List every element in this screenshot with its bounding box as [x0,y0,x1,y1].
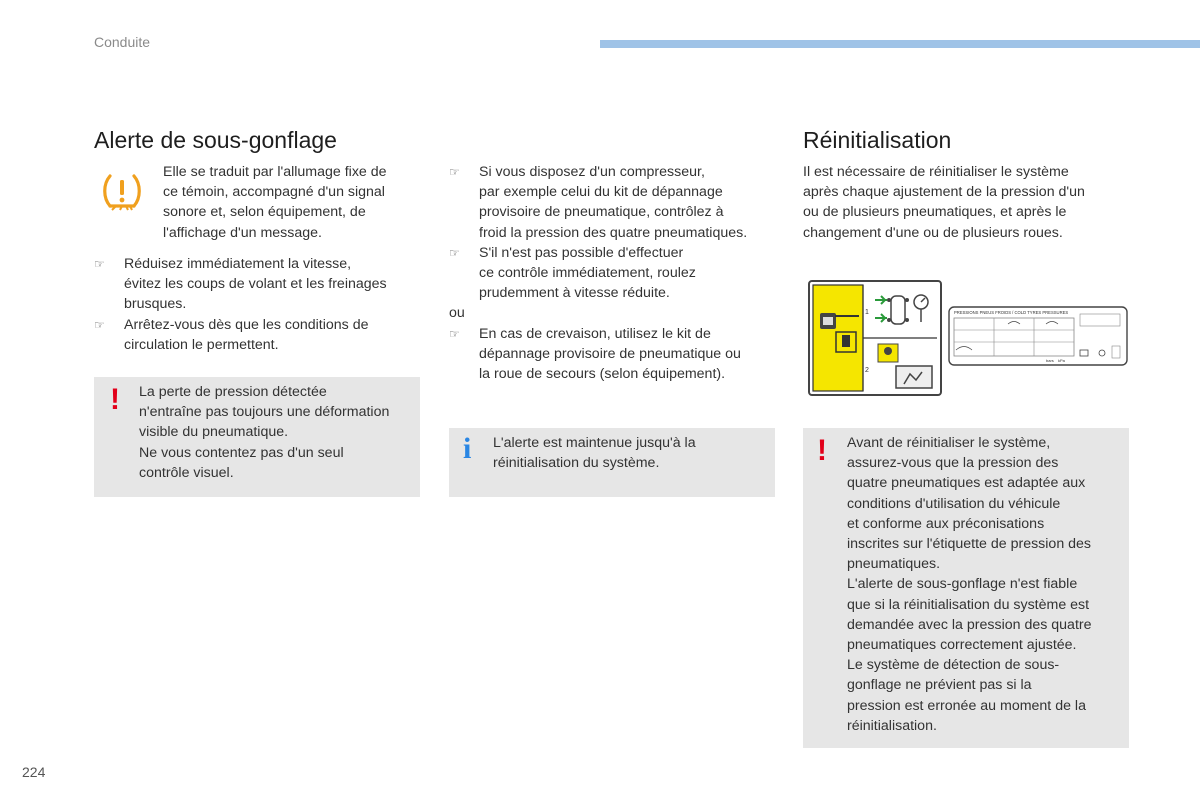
intro-line: Elle se traduit par l'allumage fixe de [163,164,387,180]
bullet-item [94,315,424,355]
left-alert-box [94,377,420,497]
alert-line: que si la réinitialisation du système est [847,596,1090,613]
label-unit: bars [1046,358,1054,363]
step-number: 2 [865,367,869,374]
alert-line: L'alerte de sous-gonflage n'est fiable [847,576,1078,593]
ou-text: ou [449,305,465,322]
alert-line: Avant de réinitialiser le système, [847,435,1051,451]
alert-line: gonflage ne prévient pas si la [847,677,1032,694]
alert-line: pneumatiques. [847,556,941,573]
pointing-hand-icon: ☞ [94,317,105,332]
right-intro [803,162,1143,243]
bullet-item [449,243,779,304]
bullet-line: la roue de secours (selon équipement). [479,366,726,383]
label-unit: kPa [1058,358,1065,363]
bullet-line: ce contrôle immédiatement, roulez [479,265,696,282]
title-alerte: Alerte de sous-gonflage [94,127,337,153]
alert-line: pneumatiques correctement ajustée. [847,637,1077,654]
step-number: 1 [865,309,869,316]
alert-line: Le système de détection de sous- [847,657,1060,674]
alert-line: inscrites sur l'étiquette de pression des [847,536,1092,553]
alert-text [139,382,419,483]
pointing-hand-icon: ☞ [449,245,460,260]
alert-line: quatre pneumatiques est adaptée aux [847,475,1086,492]
left-bullets [94,254,424,355]
header-accent-bar [600,40,1200,48]
alert-line: pression est erronée au moment de la [847,697,1086,714]
bullet-line: brusques. [124,296,187,313]
label-title: PRESSIONS PNEUS FROIDS / COLD TYRES PRESSURES [954,310,1069,315]
bullet-line: provisoire de pneumatique, contrôlez à [479,204,724,221]
exclamation-icon: ! [817,434,827,467]
middle-bullets [449,162,779,384]
tire-pressure-label-figure [948,306,1128,366]
alert-line: n'entraîne pas toujours une déformation [139,404,390,421]
tire-pressure-warning-icon [100,170,144,214]
intro-line: changement d'une ou de plusieurs roues. [803,224,1063,241]
page-number: 224 [22,764,46,780]
right-alert-box [803,428,1129,748]
bullet-item [449,162,779,243]
alert-line: assurez-vous que la pression des [847,455,1059,472]
alert-line: visible du pneumatique. [139,424,289,441]
bullet-line: évitez les coups de volant et les freinages [124,276,387,293]
title-reinitialisation: Réinitialisation [803,127,952,153]
intro-line: ce témoin, accompagné d'un signal [163,184,385,201]
reset-procedure-figure [808,280,942,396]
intro-line: ou de plusieurs pneumatiques, et après le [803,204,1067,221]
alert-line: et conforme aux préconisations [847,515,1045,532]
alert-line: réinitialisation. [847,717,937,734]
bullet-line: En cas de crevaison, utilisez le kit de [479,325,711,342]
bullet-line: froid la pression des quatre pneumatiques. [479,224,748,241]
bullet-item [94,254,424,315]
info-icon: i [463,432,472,465]
bullet-line: dépannage provisoire de pneumatique ou [479,345,741,362]
bullet-line: Arrêtez-vous dès que les conditions de [124,316,369,333]
alert-line: contrôle visuel. [139,464,234,481]
intro-line: Il est nécessaire de réinitialiser le système [803,164,1069,180]
alert-line: conditions d'utilisation du véhicule [847,495,1061,512]
bullet-line: S'il n'est pas possible d'effectuer [479,244,684,261]
info-box [449,428,775,497]
pointing-hand-icon: ☞ [449,165,460,179]
intro-line: après chaque ajustement de la pression d'un [803,184,1085,201]
bullet-line: par exemple celui du kit de dépannage [479,184,723,201]
alert-line: Ne vous contentez pas d'un seul [139,444,344,461]
alert-line: La perte de pression détectée [139,384,327,400]
bullet-item [449,324,779,385]
intro-line: sonore et, selon équipement, de [163,204,366,221]
bullet-line: circulation le permettent. [124,336,279,353]
pointing-hand-icon: ☞ [449,326,460,341]
info-line: L'alerte est maintenue jusqu'à la [493,435,696,451]
section-header: Conduite [94,34,151,50]
intro-line: l'affichage d'un message. [163,224,322,241]
info-text [493,433,763,473]
left-intro [163,162,423,243]
bullet-line: Réduisez immédiatement la vitesse, [124,256,352,272]
exclamation-icon: ! [110,383,120,416]
alert-line: demandée avec la pression des quatre [847,616,1092,633]
bullet-line: Si vous disposez d'un compresseur, [479,164,705,180]
bullet-line: prudemment à vitesse réduite. [479,285,670,302]
info-line: réinitialisation du système. [493,455,660,472]
alert-text [847,433,1127,736]
pointing-hand-icon: ☞ [94,257,105,271]
